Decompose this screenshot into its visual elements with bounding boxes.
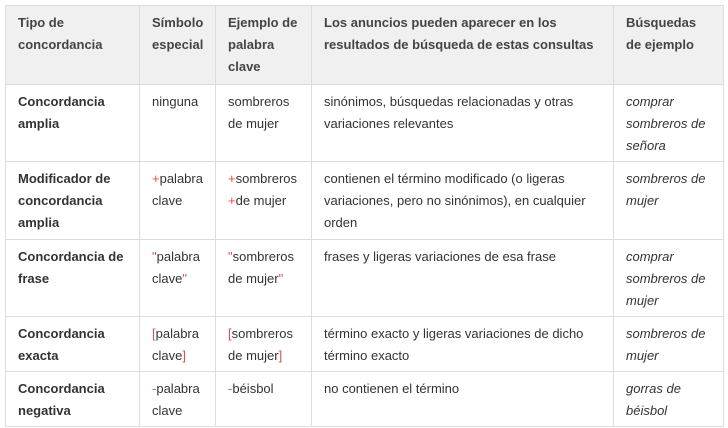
plus-symbol: + bbox=[228, 171, 236, 186]
bracket-close-symbol: ] bbox=[278, 348, 283, 363]
match-types-table bbox=[5, 5, 724, 427]
example-search-cell: comprar sombreros de señora bbox=[614, 85, 724, 162]
keyword-part: sombreros bbox=[235, 171, 298, 186]
example-search-cell: sombreros de mujer bbox=[614, 317, 724, 372]
keyword-example-cell bbox=[216, 372, 312, 427]
quote-close-symbol: " bbox=[278, 271, 284, 286]
symbol-text: palabra clave bbox=[152, 381, 200, 418]
symbol-cell bbox=[140, 162, 216, 240]
quote-close-symbol: " bbox=[182, 271, 187, 286]
match-type-cell: Modificador de concordancia amplia bbox=[6, 162, 140, 240]
example-search-cell: sombreros de mujer bbox=[614, 162, 724, 240]
keyword-text: béisbol bbox=[232, 381, 274, 396]
plus-symbol: + bbox=[152, 171, 160, 186]
symbol-cell bbox=[140, 240, 216, 317]
keyword-example-cell bbox=[216, 162, 312, 240]
bracket-open-symbol: [ bbox=[228, 326, 232, 341]
ad-appears-cell: sinónimos, búsquedas relacionadas y otras variaciones relevantes bbox=[312, 85, 614, 162]
header-busquedas: Búsquedas de ejemplo bbox=[614, 6, 724, 85]
keyword-example-cell bbox=[216, 317, 312, 372]
keyword-text: sombreros de mujer bbox=[228, 326, 294, 363]
symbol-cell bbox=[140, 317, 216, 372]
quote-open-symbol: " bbox=[152, 249, 157, 264]
match-type-cell: Concordancia de frase bbox=[6, 240, 140, 317]
keyword-example-cell: sombreros de mujer bbox=[216, 85, 312, 162]
keyword-example-cell bbox=[216, 240, 312, 317]
minus-symbol: - bbox=[152, 381, 157, 396]
table-row bbox=[6, 162, 724, 240]
match-type-cell: Concordancia negativa bbox=[6, 372, 140, 427]
table-header-row bbox=[6, 6, 724, 85]
table-row bbox=[6, 240, 724, 317]
symbol-text: palabra clave bbox=[152, 326, 199, 363]
plus-symbol: + bbox=[228, 193, 236, 208]
symbol-text: palabra clave bbox=[152, 249, 200, 286]
match-type-cell: Concordancia exacta bbox=[6, 317, 140, 372]
symbol-text: palabra clave bbox=[152, 171, 203, 208]
ad-appears-cell: término exacto y ligeras variaciones de dicho término exacto bbox=[312, 317, 614, 372]
table-row bbox=[6, 85, 724, 162]
ad-appears-cell: contienen el término modificado (o ligeras variaciones, pero no sinónimos), en cualquier orden bbox=[312, 162, 614, 240]
match-type-cell: Concordancia amplia bbox=[6, 85, 140, 162]
keyword-text: sombreros de mujer bbox=[228, 249, 295, 286]
header-tipo: Tipo de concordancia bbox=[6, 6, 140, 85]
keyword-part: de mujer bbox=[235, 193, 287, 208]
header-ejemplo: Ejemplo de palabra clave bbox=[216, 6, 312, 85]
quote-open-symbol: " bbox=[228, 249, 233, 264]
bracket-close-symbol: ] bbox=[182, 348, 186, 363]
table-row bbox=[6, 372, 724, 427]
ad-appears-cell: no contienen el término bbox=[312, 372, 614, 427]
header-anuncios: Los anuncios pueden aparecer en los resultados de búsqueda de estas consultas bbox=[312, 6, 614, 85]
example-search-cell: gorras de béisbol bbox=[614, 372, 724, 427]
minus-symbol: - bbox=[228, 381, 233, 396]
bracket-open-symbol: [ bbox=[152, 326, 156, 341]
symbol-cell bbox=[140, 372, 216, 427]
example-search-cell: comprar sombreros de mujer bbox=[614, 240, 724, 317]
ad-appears-cell: frases y ligeras variaciones de esa frase bbox=[312, 240, 614, 317]
header-simbolo: Símbolo especial bbox=[140, 6, 216, 85]
table-row bbox=[6, 317, 724, 372]
symbol-cell: ninguna bbox=[140, 85, 216, 162]
